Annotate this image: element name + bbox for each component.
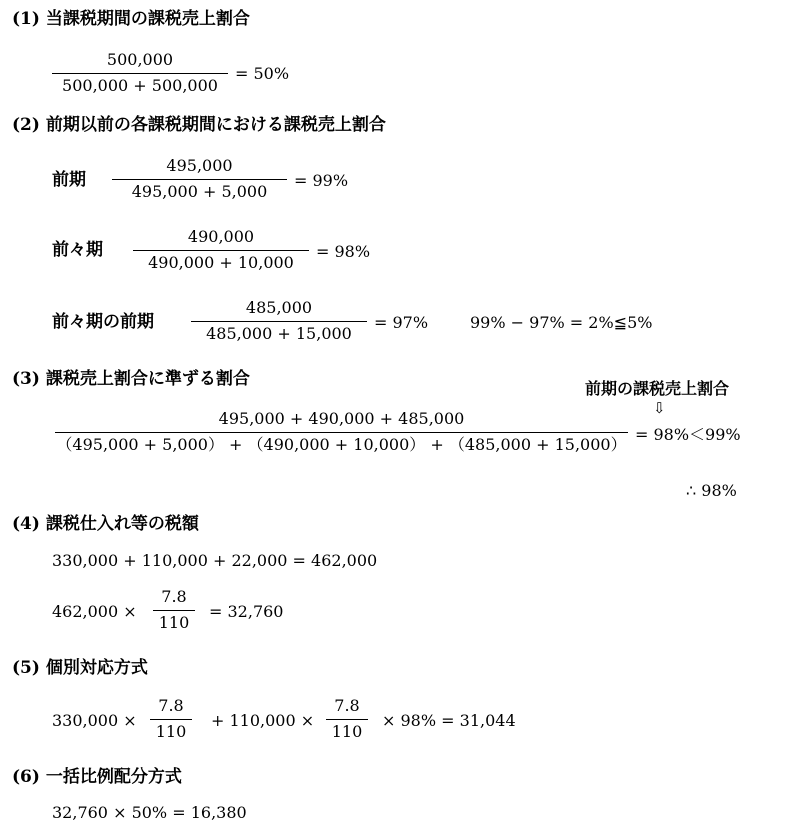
- fraction-bar: [191, 321, 367, 322]
- individual-fraction-1: [150, 698, 192, 740]
- fraction-bar: [326, 719, 368, 720]
- fraction-numerator: 485,000: [245, 298, 313, 317]
- fraction-bar: [133, 250, 309, 251]
- individual-fraction-2: [326, 698, 368, 740]
- period-label-three-before: 前々期の前期: [52, 312, 154, 332]
- fraction-bar: [55, 432, 628, 433]
- fraction-numerator: 500,000: [106, 50, 174, 69]
- fraction-bar: [112, 179, 287, 180]
- fraction-denominator: 110: [158, 613, 190, 633]
- fraction-denominator: 110: [331, 722, 363, 742]
- tax-purchase-sum: 330,000 + 110,000 + 22,000 = 462,000: [52, 551, 378, 570]
- period-label-previous: 前期: [52, 170, 86, 190]
- fraction-denominator: 110: [155, 722, 187, 742]
- individual-result: × 98% = 31,044: [382, 711, 516, 730]
- period-fraction-three-before: [191, 300, 367, 342]
- section-3-heading: (3) 課税売上割合に準ずる割合: [12, 369, 250, 389]
- fraction-denominator: 500,000 + 500,000: [62, 76, 218, 96]
- previous-ratio-note: 前期の課税売上割合: [585, 379, 730, 398]
- fraction-denominator: 485,000 + 15,000: [206, 324, 352, 344]
- fraction-bar: [150, 719, 192, 720]
- period-result-two-before: = 98%: [316, 242, 371, 261]
- tax-purchase-multiplier: 462,000 ×: [52, 602, 137, 621]
- fraction-numerator: 495,000: [166, 156, 233, 175]
- tax-rate-fraction: [153, 589, 195, 631]
- arrow-down-icon: ⇩: [653, 399, 666, 417]
- lump-sum-result: 32,760 × 50% = 16,380: [52, 803, 247, 822]
- section-5-heading: (5) 個別対応方式: [12, 658, 148, 678]
- fraction-denominator: 490,000 + 10,000: [148, 253, 294, 273]
- section-1-fraction: [52, 52, 228, 94]
- fraction-numerator: 7.8: [158, 696, 184, 715]
- fraction-denominator: 495,000 + 5,000: [131, 182, 268, 202]
- section-1-heading: (1) 当課税期間の課税売上割合: [12, 9, 250, 29]
- period-fraction-two-before: [133, 229, 309, 271]
- therefore-result: ∴ 98%: [686, 481, 737, 500]
- fraction-numerator: 495,000 + 490,000 + 485,000: [218, 409, 465, 428]
- section-6-heading: (6) 一括比例配分方式: [12, 767, 182, 787]
- individual-part-1: 330,000 ×: [52, 711, 137, 730]
- period-fraction-previous: [112, 158, 287, 200]
- section-1-result: = 50%: [235, 64, 290, 83]
- period-result-previous: = 99%: [294, 171, 349, 190]
- fraction-numerator: 7.8: [334, 696, 360, 715]
- individual-part-2: + 110,000 ×: [211, 711, 315, 730]
- section-2-heading: (2) 前期以前の各課税期間における課税売上割合: [12, 115, 386, 135]
- section-4-heading: (4) 課税仕入れ等の税額: [12, 514, 199, 534]
- fraction-bar: [153, 610, 195, 611]
- tax-purchase-result: = 32,760: [209, 602, 284, 621]
- period-result-three-before: = 97%: [374, 313, 429, 332]
- fraction-bar: [52, 73, 228, 74]
- period-label-two-before: 前々期: [52, 240, 103, 260]
- ratio-difference: 99% − 97% = 2%≦5%: [470, 313, 653, 332]
- fraction-numerator: 490,000: [187, 227, 255, 246]
- section-3-fraction: [55, 411, 628, 453]
- fraction-denominator: （495,000 + 5,000） + （490,000 + 10,000） + （485,000 + 15,000）: [56, 435, 627, 455]
- section-3-result: = 98%＜99%: [635, 425, 741, 444]
- fraction-numerator: 7.8: [161, 587, 187, 606]
